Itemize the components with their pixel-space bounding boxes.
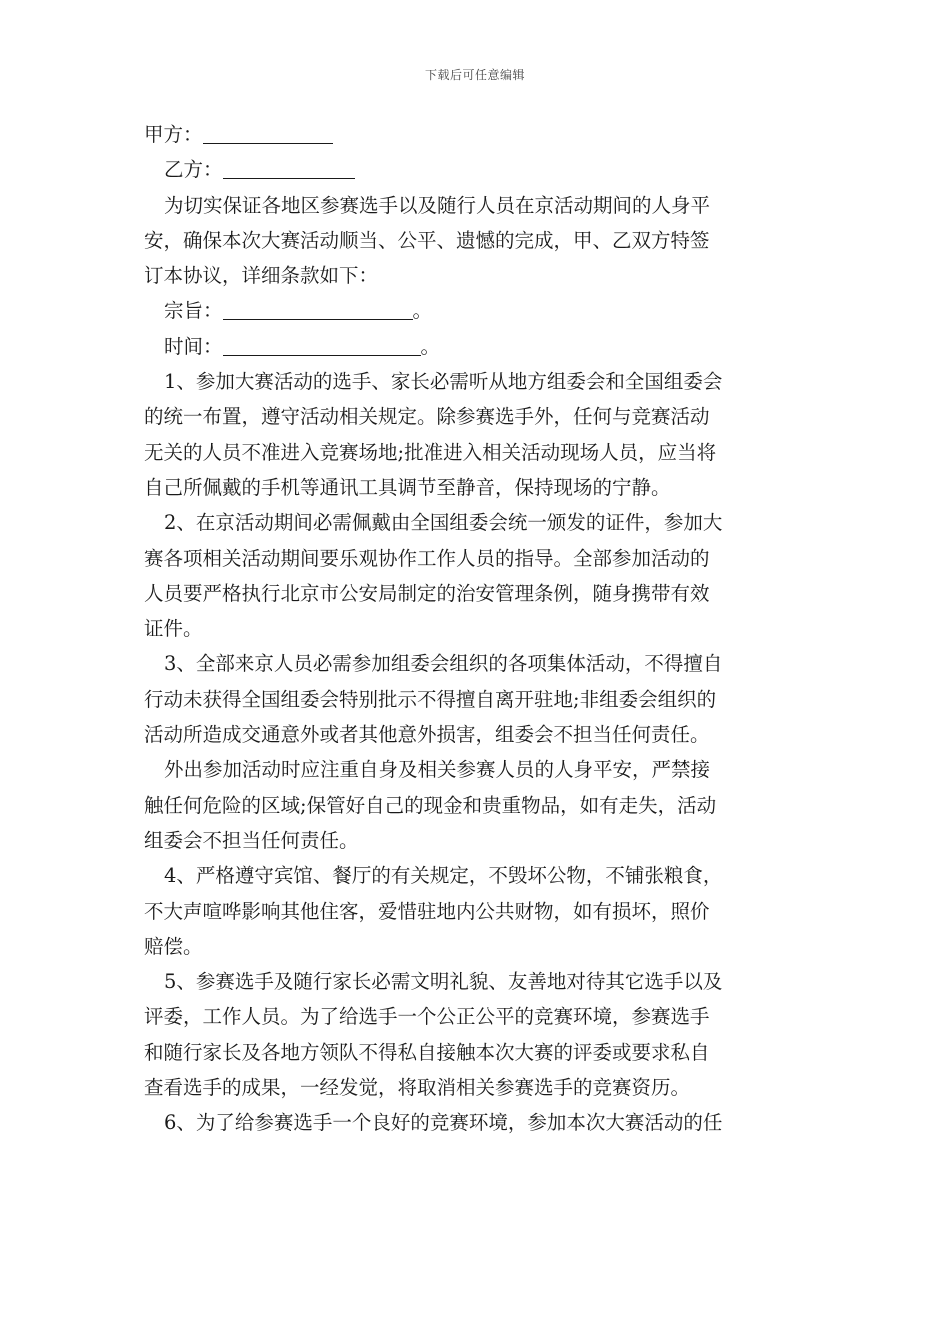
clause-2-line: 赛各项相关活动期间要乐观协作工作人员的指导。全部参加活动的 xyxy=(144,546,710,570)
purpose-line xyxy=(144,293,808,328)
agreement-document xyxy=(144,117,808,1141)
clause-1-line: 自己所佩戴的手机等通讯工具调节至静音，保持现场的宁静。 xyxy=(144,475,671,499)
party-b-blank[interactable] xyxy=(223,158,355,179)
clause-3-line: 3、全部来京人员必需参加组委会组织的各项集体活动，不得擅自 xyxy=(164,652,723,676)
clause-1-line: 无关的人员不准进入竞赛场地;批准进入相关活动现场人员，应当将 xyxy=(144,440,717,464)
clause-1-line: 的统一布置，遵守活动相关规定。除参赛选手外，任何与竞赛活动 xyxy=(144,405,710,429)
clause-3-line: 活动所造成交通意外或者其他意外损害，组委会不担当任何责任。 xyxy=(144,723,710,747)
intro-line: 为切实保证各地区参赛选手以及随行人员在京活动期间的人身平 xyxy=(164,193,711,217)
clause-5-line: 评委，工作人员。为了给选手一个公正公平的竞赛环境，参赛选手 xyxy=(144,1005,710,1029)
intro-line: 订本协议，详细条款如下： xyxy=(144,264,379,288)
clause-5-line: 和随行家长及各地方领队不得私自接触本次大赛的评委或要求私自 xyxy=(144,1040,710,1064)
purpose-blank[interactable] xyxy=(223,299,413,320)
time-end: 。 xyxy=(420,334,441,358)
clause-4-line: 不大声喧哗影响其他住客，爱惜驻地内公共财物，如有损坏，照价 xyxy=(144,899,710,923)
time-blank[interactable] xyxy=(223,335,421,356)
clause-5-line: 查看选手的成果，一经发觉，将取消相关参赛选手的竞赛资历。 xyxy=(144,1076,691,1100)
clause-5-line: 5、参赛选手及随行家长必需文明礼貌、友善地对待其它选手以及 xyxy=(164,970,723,994)
purpose-end: 。 xyxy=(412,299,433,323)
clause-4-line: 4、严格遵守宾馆、餐厅的有关规定，不毁坏公物，不铺张粮食， xyxy=(164,864,723,888)
party-b-label: 乙方： xyxy=(164,158,223,182)
party-a-line xyxy=(144,117,808,152)
clause-3-sub-line: 外出参加活动时应注重自身及相关参赛人员的人身平安，严禁接 xyxy=(164,758,711,782)
intro-line: 安，确保本次大赛活动顺当、公平、遗憾的完成，甲、乙双方特签 xyxy=(144,228,710,252)
party-a-label: 甲方： xyxy=(144,123,203,146)
clause-3-line: 行动未获得全国组委会特别批示不得擅自离开驻地;非组委会组织的 xyxy=(144,687,717,711)
clause-2-line: 证件。 xyxy=(144,617,203,641)
time-line xyxy=(144,329,808,364)
clause-4-line: 赔偿。 xyxy=(144,934,203,958)
purpose-label: 宗旨： xyxy=(164,299,223,323)
party-a-blank[interactable] xyxy=(203,123,333,144)
page-header-note: 下载后可任意编辑 xyxy=(424,68,525,82)
clause-1-line: 1、参加大赛活动的选手、家长必需听从地方组委会和全国组委会 xyxy=(164,370,723,394)
clause-3-sub-line: 组委会不担当任何责任。 xyxy=(144,828,359,852)
clause-2-line: 人员要严格执行北京市公安局制定的治安管理条例，随身携带有效 xyxy=(144,581,710,605)
clause-6-line: 6、为了给参赛选手一个良好的竞赛环境，参加本次大赛活动的任 xyxy=(164,1111,723,1135)
clause-2-line: 2、在京活动期间必需佩戴由全国组委会统一颁发的证件，参加大 xyxy=(164,511,723,535)
clause-3-sub-line: 触任何危险的区域;保管好自己的现金和贵重物品，如有走失，活动 xyxy=(144,793,717,817)
time-label: 时间： xyxy=(164,334,223,358)
party-b-line xyxy=(144,152,808,187)
